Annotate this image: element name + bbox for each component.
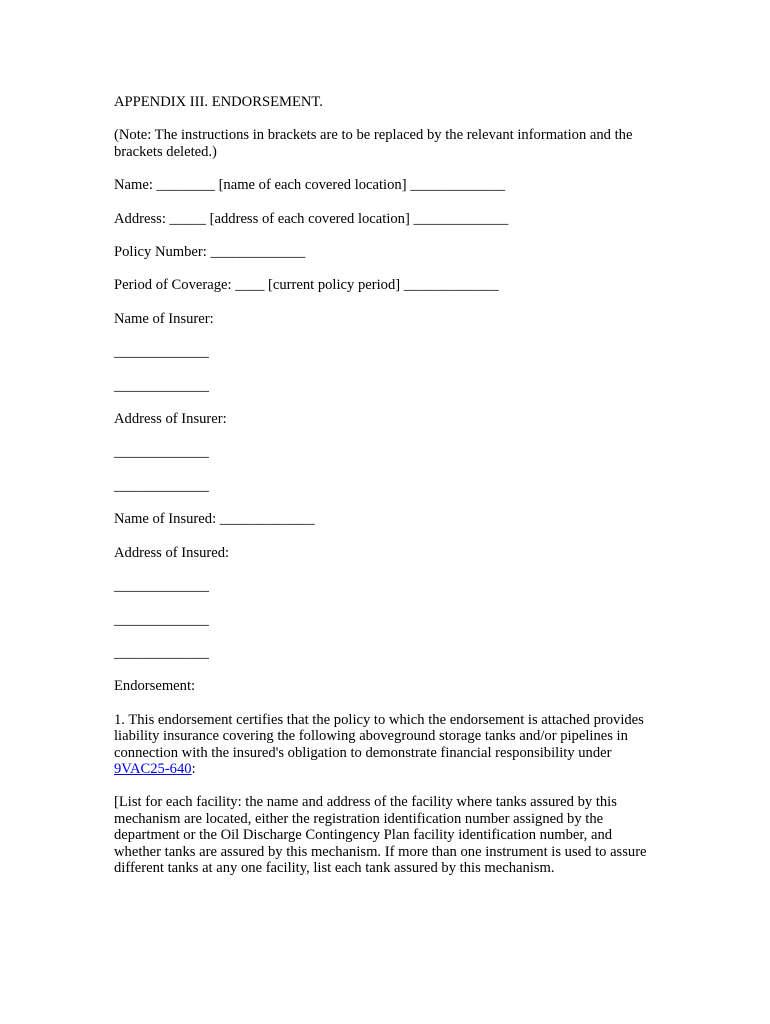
address-of-insurer-blank-2: _____________ [114,477,209,494]
endorsement-item-1-text: 1. This endorsement certifies that the policy to which the endorsement is attached provides liability insurance covering the following aboveground storage tanks and/or pipelines in connection with the insured's obligation to demonstrate financial responsibility under [114,711,644,761]
name-of-insured-field: Name of Insured: _____________ [114,511,315,528]
endorsement-label: Endorsement: [114,678,196,695]
address-of-insured-blank-1: _____________ [114,578,209,595]
document-page [114,94,659,893]
address-of-insured-blank-2: _____________ [114,611,209,628]
policy-number-field: Policy Number: _____________ [114,244,306,261]
address-of-insured-label: Address of Insured: [114,544,230,561]
name-of-insurer-blank-1: _____________ [114,344,209,361]
endorsement-item-1 [114,712,659,778]
name-of-insurer-blank-2: _____________ [114,377,209,394]
facility-list-instructions: [List for each facility: the name and address of the facility where tanks assured by this mechanism are located, either the registration identification number assigned by the department or the Oil Discharge Contingency Plan facility identification number, and whether tanks are assured by this mechanism. If more than one instrument is used to assure different tanks at any one facility, list each tank assured by this mechanism. [114,794,647,876]
address-of-insurer-label: Address of Insurer: [114,411,227,428]
name-field: Name: ________ [name of each covered location] _____________ [114,177,506,194]
instruction-note: (Note: The instructions in brackets are to be replaced by the relevant information and the brackets deleted.) [114,127,633,160]
name-of-insurer-label: Name of Insurer: [114,310,214,327]
appendix-heading: APPENDIX III. ENDORSEMENT. [114,94,323,110]
address-of-insurer-blank-1: _____________ [114,444,209,461]
address-field: Address: _____ [address of each covered location] _____________ [114,210,509,227]
endorsement-item-1-end: : [191,760,196,777]
period-of-coverage-field: Period of Coverage: ____ [current policy period] _____________ [114,277,499,294]
address-of-insured-blank-3: _____________ [114,644,209,661]
regulation-link[interactable]: 9VAC25-640 [114,760,192,777]
